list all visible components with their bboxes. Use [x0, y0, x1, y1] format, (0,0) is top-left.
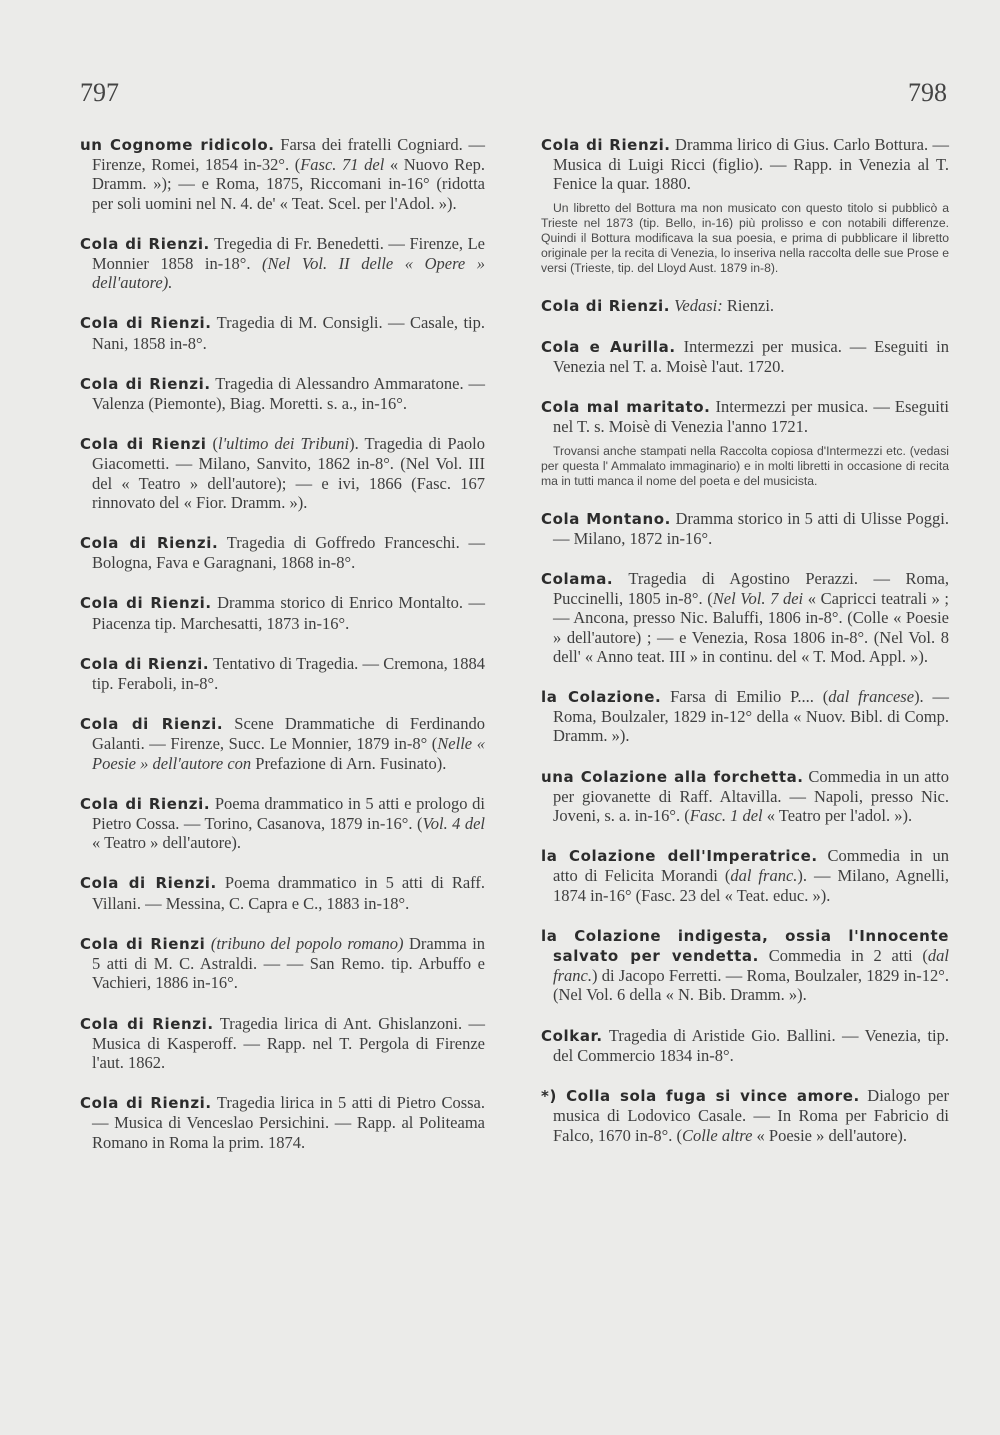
entry-text: Tragedia di Goffredo Franceschi. — Bologna, Fava e Garagnani, 1868 in-8°. [92, 533, 486, 573]
entry-title: Cola di Rienzi. [541, 296, 671, 315]
entry-italic-text: Fasc. 1 del [689, 806, 763, 826]
left-column [80, 135, 485, 1173]
entry-text: Poema drammatico in 5 atti e prologo di Pietro Cossa. — Torino, Casanova, 1879 in-16°. ( [92, 793, 485, 834]
entry-italic-text: dal franc. [553, 946, 949, 986]
catalog-entry [80, 374, 485, 413]
entry-italic-text: Nel Vol. 7 dei [712, 589, 804, 609]
entry-title: Cola di Rienzi. [80, 794, 211, 813]
catalog-entry [80, 135, 485, 213]
entry-italic-text: (tribuno del popolo romano) [210, 933, 404, 953]
entry-title: *) Colla sola fuga si vince amore. [541, 1087, 860, 1106]
entry-text: Commedia in un atto per giovanette di Raff. Altavilla. — Napoli, presso Nic. Joveni, s. a. in-16°. ( [553, 766, 949, 826]
catalog-entry [80, 434, 485, 512]
entry-title: Cola di Rienzi [80, 934, 206, 953]
entry-text-continued: « Nuovo Rep. Dramm. »); — e Roma, 1875, Riccomani in-16° (ridotta per soli uomini nel N. 4. de' « Teat. Scel. per l'Adol. »). [92, 155, 485, 213]
entry-title: Cola di Rienzi. [80, 1094, 212, 1113]
page-number-right: 798 [908, 78, 947, 107]
catalog-entry [541, 135, 949, 194]
entry-italic-text: Nelle « Poesie » dell'autore con [92, 734, 485, 773]
entry-title: la Colazione dell'Imperatrice. [541, 847, 818, 866]
entry-title: Cola di Rienzi. [80, 715, 224, 734]
catalog-entry [541, 569, 949, 666]
entry-italic-text: Fasc. 71 del [300, 155, 385, 175]
entry-title: Cola di Rienzi. [80, 374, 211, 393]
catalog-entry [541, 687, 949, 746]
entry-text: Tentativo di Tragedia. — Cremona, 1884 tip. Feraboli, in-8°. [92, 653, 486, 694]
entry-text-continued: ). — Roma, Boulzaler, 1829 in-12° della « Nuov. Bibl. di Comp. Dramm. »). [553, 687, 950, 746]
entry-italic-text: Vol. 4 del [422, 814, 485, 834]
entry-text: Dialogo per musica di Lodovico Casale. — In Roma per Fabricio di Falco, 1670 in-8°. ( [553, 1086, 949, 1145]
entry-text: Intermezzi per musica. — Eseguiti nel T. s. Moisè di Venezia l'anno 1721. [553, 397, 949, 437]
catalog-entry [80, 934, 485, 993]
entry-text-continued: « Poesie » dell'autore). [752, 1125, 908, 1145]
entry-text: Tragedia di Agostino Perazzi. — Roma, Puccinelli, 1805 in-8°. ( [553, 569, 949, 609]
entry-text-continued: « Capricci teatrali » ; — Ancona, presso Nic. Baluffi, 1806 in-8°. (Colle « Poesie » dell'autore) ; — e Venezia, Rosa 1806 in-8°. (Nel Vol. 8 dell' « Anno teat. III » in continu. del « T. Mod. Appl. »). [553, 589, 950, 666]
catalog-entry [80, 593, 485, 632]
entry-title: Cola di Rienzi. [80, 314, 212, 333]
catalog-entry [80, 1014, 485, 1073]
entry-text: Poema drammatico in 5 atti di Raff. Villani. — Messina, C. Capra e C., 1883 in-18°. [92, 873, 486, 913]
entry-italic-text: dal franc. [730, 866, 798, 886]
entry-title: Cola e Aurilla. [541, 337, 676, 356]
entry-text: Dramma storico in 5 atti di Ulisse Poggi. — Milano, 1872 in-16°. [553, 508, 949, 548]
entry-title: la Colazione. [541, 688, 662, 707]
entry-italic-text: (Nel Vol. II delle « Opere » dell'autore). [92, 254, 485, 293]
entry-text: Dramma storico di Enrico Montalto. — Piacenza tip. Marchesatti, 1873 in-16°. [92, 593, 486, 633]
entry-text: Tragedia lirica di Ant. Ghislanzoni. — Musica di Kasperoff. — Rapp. nel T. Pergola di Firenze l'aut. 1862. [92, 1013, 485, 1072]
entry-title: Cola Montano. [541, 509, 671, 528]
entry-text-continued: ). — Milano, Agnelli, 1874 in-16° (Fasc. 23 del « Teat. educ. »). [553, 866, 949, 905]
catalog-entry [80, 873, 485, 912]
entry-text: Commedia in 2 atti ( [758, 946, 928, 966]
catalog-entry [541, 397, 949, 436]
entry-text: Farsa di Emilio P.... ( [661, 687, 829, 707]
editorial-note: Un libretto del Bottura ma non musicato con questo titolo si pubblicò a Trieste nel 1873 (tip. Bello, in-16) più prolisso e con notabili differenze. Quindi il Bottura modificava la sua poesia, e prima di pubblicare il libretto originale per la recita di Venezia, lo inseriva nella raccolta delle sue Prose e versi (Trieste, tip. del Lloyd Aust. 1879 in-8). [541, 200, 949, 275]
entry-title: Colkar. [541, 1026, 603, 1045]
entry-title: la Colazione indigesta, ossia l'Innocente salvato per vendetta. [541, 926, 949, 966]
entry-text: Tregedia di Fr. Benedetti. — Firenze, Le Monnier 1858 in-18°. [92, 233, 486, 274]
entry-text-continued: Dramma in 5 atti di M. C. Astraldi. — — San Remo. tip. Arbuffo e Vachieri, 1886 in-16°. [92, 933, 486, 993]
editorial-note: Trovansi anche stampati nella Raccolta copiosa d'Intermezzi etc. (vedasi per questa l' Ammalato immaginario) e in molti libretti in occasione di recita ma in tutti manca il nome del poeta e del musicista. [541, 443, 949, 488]
entry-title: Cola di Rienzi. [80, 234, 210, 253]
catalog-entry [80, 794, 485, 853]
entry-italic-text: dal francese [828, 687, 915, 707]
entry-title: Cola di Rienzi. [80, 654, 210, 673]
entry-text-continued: « Teatro per l'adol. »). [762, 806, 913, 826]
entry-title: Cola mal maritato. [541, 398, 711, 417]
entry-title: una Colazione alla forchetta. [541, 767, 804, 786]
entry-text: Tragedia di Aristide Gio. Ballini. — Venezia, tip. del Commercio 1834 in-8°. [553, 1025, 949, 1065]
entry-text: ( [206, 434, 219, 454]
entry-title: Cola di Rienzi [80, 435, 207, 454]
catalog-entry [80, 533, 485, 572]
entry-text: Farsa dei fratelli Cogniard. — Firenze, Romei, 1854 in-32°. ( [92, 135, 485, 175]
entry-title: Colama. [541, 570, 614, 589]
catalog-entry [541, 846, 949, 905]
entry-title: un Cognome ridicolo. [80, 136, 275, 154]
catalog-entry [541, 1026, 949, 1065]
entry-text: Intermezzi per musica. — Eseguiti in Venezia nel T. a. Moisè l'aut. 1720. [553, 336, 949, 377]
catalog-entry [541, 767, 949, 826]
catalog-entry [80, 1093, 485, 1152]
entry-italic-text: Colle altre [681, 1125, 753, 1145]
catalog-entry [541, 1086, 949, 1145]
entry-text-continued: Rienzi. [722, 295, 775, 315]
entry-text: Commedia in un atto di Felicita Morandi ( [553, 846, 949, 886]
entry-text: Tragedia di Alessandro Ammaratone. — Valenza (Piemonte), Biag. Moretti. s. a., in-16°. [92, 373, 486, 414]
entry-text-continued: ) di Jacopo Ferretti. — Roma, Boulzaler, 1829 in-12°. (Nel Vol. 6 della « N. Bib. Dramm. »). [553, 966, 949, 1005]
page-number-left: 797 [80, 78, 119, 107]
catalog-entry [541, 509, 949, 548]
entry-text: Tragedia lirica in 5 atti di Pietro Cossa. — Musica di Venceslao Persichini. — Rapp. al Politeama Romano in Roma la prim. 1874. [92, 1093, 486, 1152]
entry-text: Scene Drammatiche di Ferdinando Galanti. — Firenze, Succ. Le Monnier, 1879 in-8° ( [92, 714, 485, 754]
catalog-entry [80, 654, 485, 693]
entry-text-continued: ). Tragedia di Paolo Giacometti. — Milano, Sanvito, 1862 in-8°. (Nel Vol. III del « Teatro » dell'autore); — e ivi, 1866 (Fasc. 167 rinnovato del « Fior. Dramm. »). [92, 434, 485, 512]
entry-text-continued: « Teatro » dell'autore). [92, 833, 242, 853]
entry-text: Dramma lirico di Gius. Carlo Bottura. — Musica di Luigi Ricci (figlio). — Rapp. in Venezia al T. Fenice la quar. 1880. [553, 135, 950, 194]
right-column [541, 135, 949, 1166]
entry-text-continued: Prefazione di Arn. Fusinato). [251, 753, 447, 773]
catalog-entry [541, 337, 949, 376]
catalog-entry [80, 234, 485, 293]
entry-title: Cola di Rienzi. [80, 534, 219, 553]
entry-text: Tragedia di M. Consigli. — Casale, tip. Nani, 1858 in-8°. [92, 313, 485, 353]
entry-title: Cola di Rienzi. [541, 136, 671, 154]
catalog-entry [541, 296, 949, 316]
catalog-entry [541, 926, 949, 1005]
catalog-entry [80, 313, 485, 352]
entry-title: Cola di Rienzi. [80, 1014, 214, 1033]
entry-italic-text: Vedasi: [674, 295, 723, 315]
entry-italic-text: l'ultimo dei Tribuni [218, 434, 350, 454]
entry-title: Cola di Rienzi. [80, 874, 217, 893]
entry-title: Cola di Rienzi. [80, 594, 212, 613]
catalog-entry [80, 714, 485, 773]
